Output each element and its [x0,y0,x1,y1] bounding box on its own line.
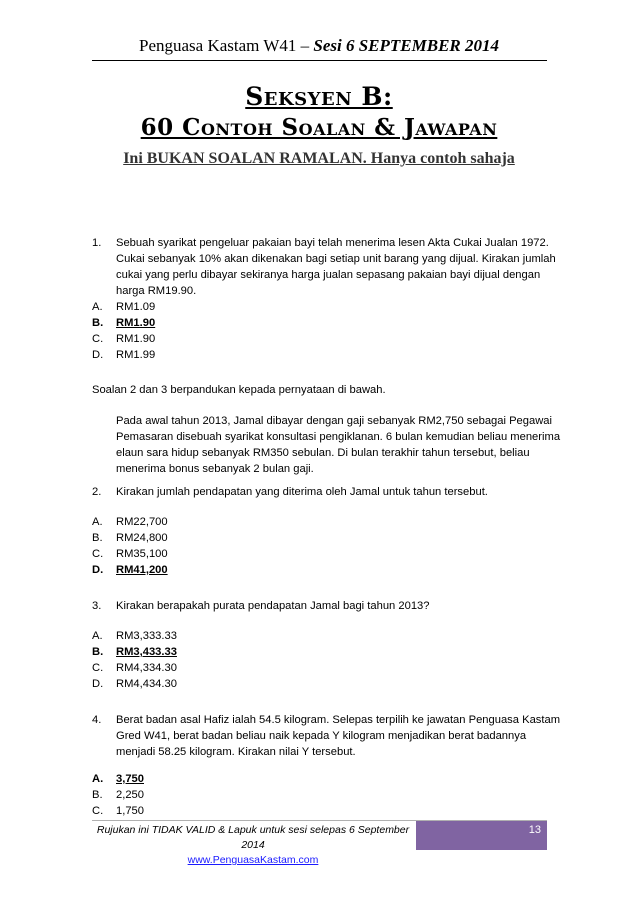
option-a [92,628,562,644]
option-letter: D. [92,564,104,576]
question-number: 4. [92,714,102,726]
question-4 [92,712,562,760]
option-value: RM35,100 [116,548,168,560]
question-number: 2. [92,486,102,498]
option-letter: C. [92,548,104,560]
question-2-options [92,514,562,578]
question-4-options [92,771,562,819]
question-2 [92,484,562,500]
option-value: RM4,334.30 [116,662,177,674]
footer-note [92,823,414,868]
option-c [92,803,562,819]
question-3 [92,598,562,614]
option-value: RM22,700 [116,516,168,528]
page-number-box [416,821,547,850]
disclaimer: Ini BUKAN SOALAN RAMALAN. Hanya contoh sahaja [123,150,515,167]
option-value: 3,750 [116,773,144,785]
option-letter: A. [92,630,103,642]
option-value: 2,250 [116,789,144,801]
question-text: Kirakan jumlah pendapatan yang diterima oleh Jamal untuk tahun tersebut. [116,486,488,498]
context-intro: Soalan 2 dan 3 berpandukan kepada pernyataan di bawah. [92,384,386,396]
question-text: Sebuah syarikat pengeluar pakaian bayi telah menerima lesen Akta Cukai Jualan 1972. Cukai sebanyak 10% akan dikenakan bagi setiap unit barang yang dijual. Kirakan jumlah cukai yang perlu dibayar sekiranya harga jualan sepasang pakaian bayi dijual dengan harga RM19.90. [116,237,556,297]
question-1-options [92,299,562,363]
option-b-correct [92,644,562,660]
option-value: RM1.99 [116,349,156,361]
option-letter: A. [92,301,103,313]
option-value: RM1.09 [116,301,156,313]
option-c [92,660,562,676]
question-1 [92,235,562,299]
option-b [92,530,562,546]
option-letter: C. [92,333,104,345]
option-letter: B. [92,532,103,544]
page-header [0,36,638,56]
question-text: Kirakan berapakah purata pendapatan Jamal bagi tahun 2013? [116,600,430,612]
option-value: RM24,800 [116,532,168,544]
option-letter: A. [92,516,103,528]
option-letter: B. [92,789,103,801]
option-d [92,347,562,363]
question-number: 3. [92,600,102,612]
option-a-correct [92,771,562,787]
option-value: RM4,434.30 [116,678,177,690]
option-letter: D. [92,678,104,690]
header-session: Sesi 6 SEPTEMBER 2014 [313,36,499,55]
header-prefix: Penguasa Kastam W41 – [139,36,310,55]
footer-disclaimer: Rujukan ini TIDAK VALID & Lapuk untuk sesi selepas 6 September 2014 [96,824,410,851]
option-value: RM3,433.33 [116,646,177,658]
option-value: RM1.90 [116,317,156,329]
option-b [92,787,562,803]
option-b-correct [92,315,562,331]
option-value: 1,750 [116,805,144,817]
option-letter: B. [92,646,104,658]
header-divider [92,60,547,61]
option-a [92,299,562,315]
question-text: Berat badan asal Hafiz ialah 54.5 kilogram. Selepas terpilih ke jawatan Penguasa Kastam Gred W41, berat badan beliau naik kepada Y kilogram menjadikan berat badannya menjadi 58.25 kilogram. Kirakan nilai Y tersebut. [116,714,561,758]
option-a [92,514,562,530]
option-d [92,676,562,692]
option-value: RM3,333.33 [116,630,177,642]
option-letter: C. [92,662,104,674]
option-c [92,546,562,562]
section-subtitle: 60 Contoh Soalan & Jawapan [140,114,498,141]
section-title: Seksyen B: [245,82,393,111]
option-d-correct [92,562,562,578]
question-3-options [92,628,562,692]
option-letter: B. [92,317,104,329]
option-letter: D. [92,349,104,361]
context-passage: Pada awal tahun 2013, Jamal dibayar dengan gaji sebanyak RM2,750 sebagai Pegawai Pemasaran disebuah syarikat konsultasi pengiklanan. 6 bulan kemudian beliau menerima elaun sara hidup sebanyak RM350 sebulan. Di bulan terakhir tahun tersebut, beliau menerima bonus sebanyak 2 bulan gaji. [116,415,561,475]
option-letter: A. [92,773,104,785]
option-letter: C. [92,805,104,817]
question-number: 1. [92,237,102,249]
page-number: 13 [528,824,541,836]
option-c [92,331,562,347]
option-value: RM41,200 [116,564,168,576]
footer-website-link[interactable]: www.PenguasaKastam.com [187,854,319,866]
option-value: RM1.90 [116,333,156,345]
